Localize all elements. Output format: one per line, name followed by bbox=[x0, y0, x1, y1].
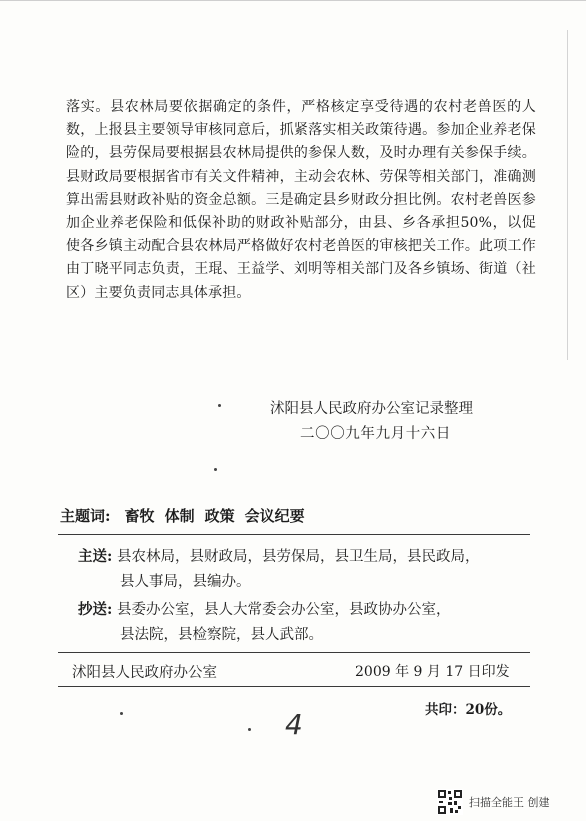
scanner-watermark bbox=[437, 789, 550, 815]
subject-keyword: 会议纪要 bbox=[244, 507, 305, 525]
scan-speck bbox=[214, 468, 217, 471]
watermark-text: 扫描全能王 创建 bbox=[469, 796, 550, 809]
subject-keywords-row bbox=[60, 505, 530, 526]
divider-line bbox=[58, 652, 530, 653]
subject-keyword: 畜牧 bbox=[124, 507, 155, 525]
subject-keyword: 政策 bbox=[204, 507, 235, 525]
signature-office: 沭阳县人民政府办公室记录整理 bbox=[270, 401, 473, 417]
subject-keywords bbox=[125, 505, 305, 526]
scan-top-edge bbox=[0, 0, 586, 1]
subject-keyword: 体制 bbox=[164, 507, 195, 525]
issuer-office: 沭阳县人民政府办公室 bbox=[72, 665, 217, 681]
page-number: 4 bbox=[285, 708, 303, 741]
main-recipients-line: 县农林局，县财政局，县劳保局，县卫生局，县民政局， bbox=[116, 549, 480, 565]
qr-code-icon bbox=[437, 789, 463, 815]
scan-speck bbox=[248, 728, 251, 731]
scan-edge-line bbox=[567, 30, 568, 360]
divider-line bbox=[58, 534, 530, 535]
divider-line bbox=[58, 686, 530, 687]
issue-date: 2009 年 9 月 17 日印发 bbox=[355, 664, 510, 680]
cc-recipients-line: 县法院，县检察院，县人武部。 bbox=[120, 627, 323, 643]
main-recipients-label: 主送: bbox=[78, 548, 113, 565]
subject-label: 主题词: bbox=[60, 507, 111, 525]
signature-date: 二〇〇九年九月十六日 bbox=[300, 426, 451, 442]
cc-recipients bbox=[78, 597, 533, 648]
print-copies: 共印：20份。 bbox=[425, 702, 512, 718]
body-paragraph: 落实。县农林局要依据确定的条件，严格核定享受待遇的农村老兽医的人数，上报县主要领导审核同意后，抓紧落实相关政策待遇。参加企业养老保险的，县劳保局要根据县农林局提供的参保人数，及时办理有关参保手续。县财政局要根据省市有关文件精神，主动会农林、劳保等相关部门，准确测算出需县财政补贴的资金总额。三是确定县乡财政分担比例。农村老兽医参加企业养老保险和低保补助的财政补贴部分，由县、乡各承担50%，以促使各乡镇主动配合县农林局严格做好农村老兽医的审核把关工作。此项工作由丁晓平同志负责，王琨、王益学、刘明等相关部门及各乡镇场、街道（社区）主要负责同志具体承担。 bbox=[66, 99, 536, 301]
cc-recipients-label: 抄送: bbox=[78, 601, 113, 618]
cc-recipients-line: 县委办公室，县人大常委会办公室，县政协办公室， bbox=[116, 602, 451, 618]
main-recipients-line: 县人事局，县编办。 bbox=[120, 574, 251, 590]
scan-speck bbox=[218, 404, 221, 407]
scan-speck bbox=[120, 712, 123, 715]
main-recipients bbox=[78, 544, 533, 595]
